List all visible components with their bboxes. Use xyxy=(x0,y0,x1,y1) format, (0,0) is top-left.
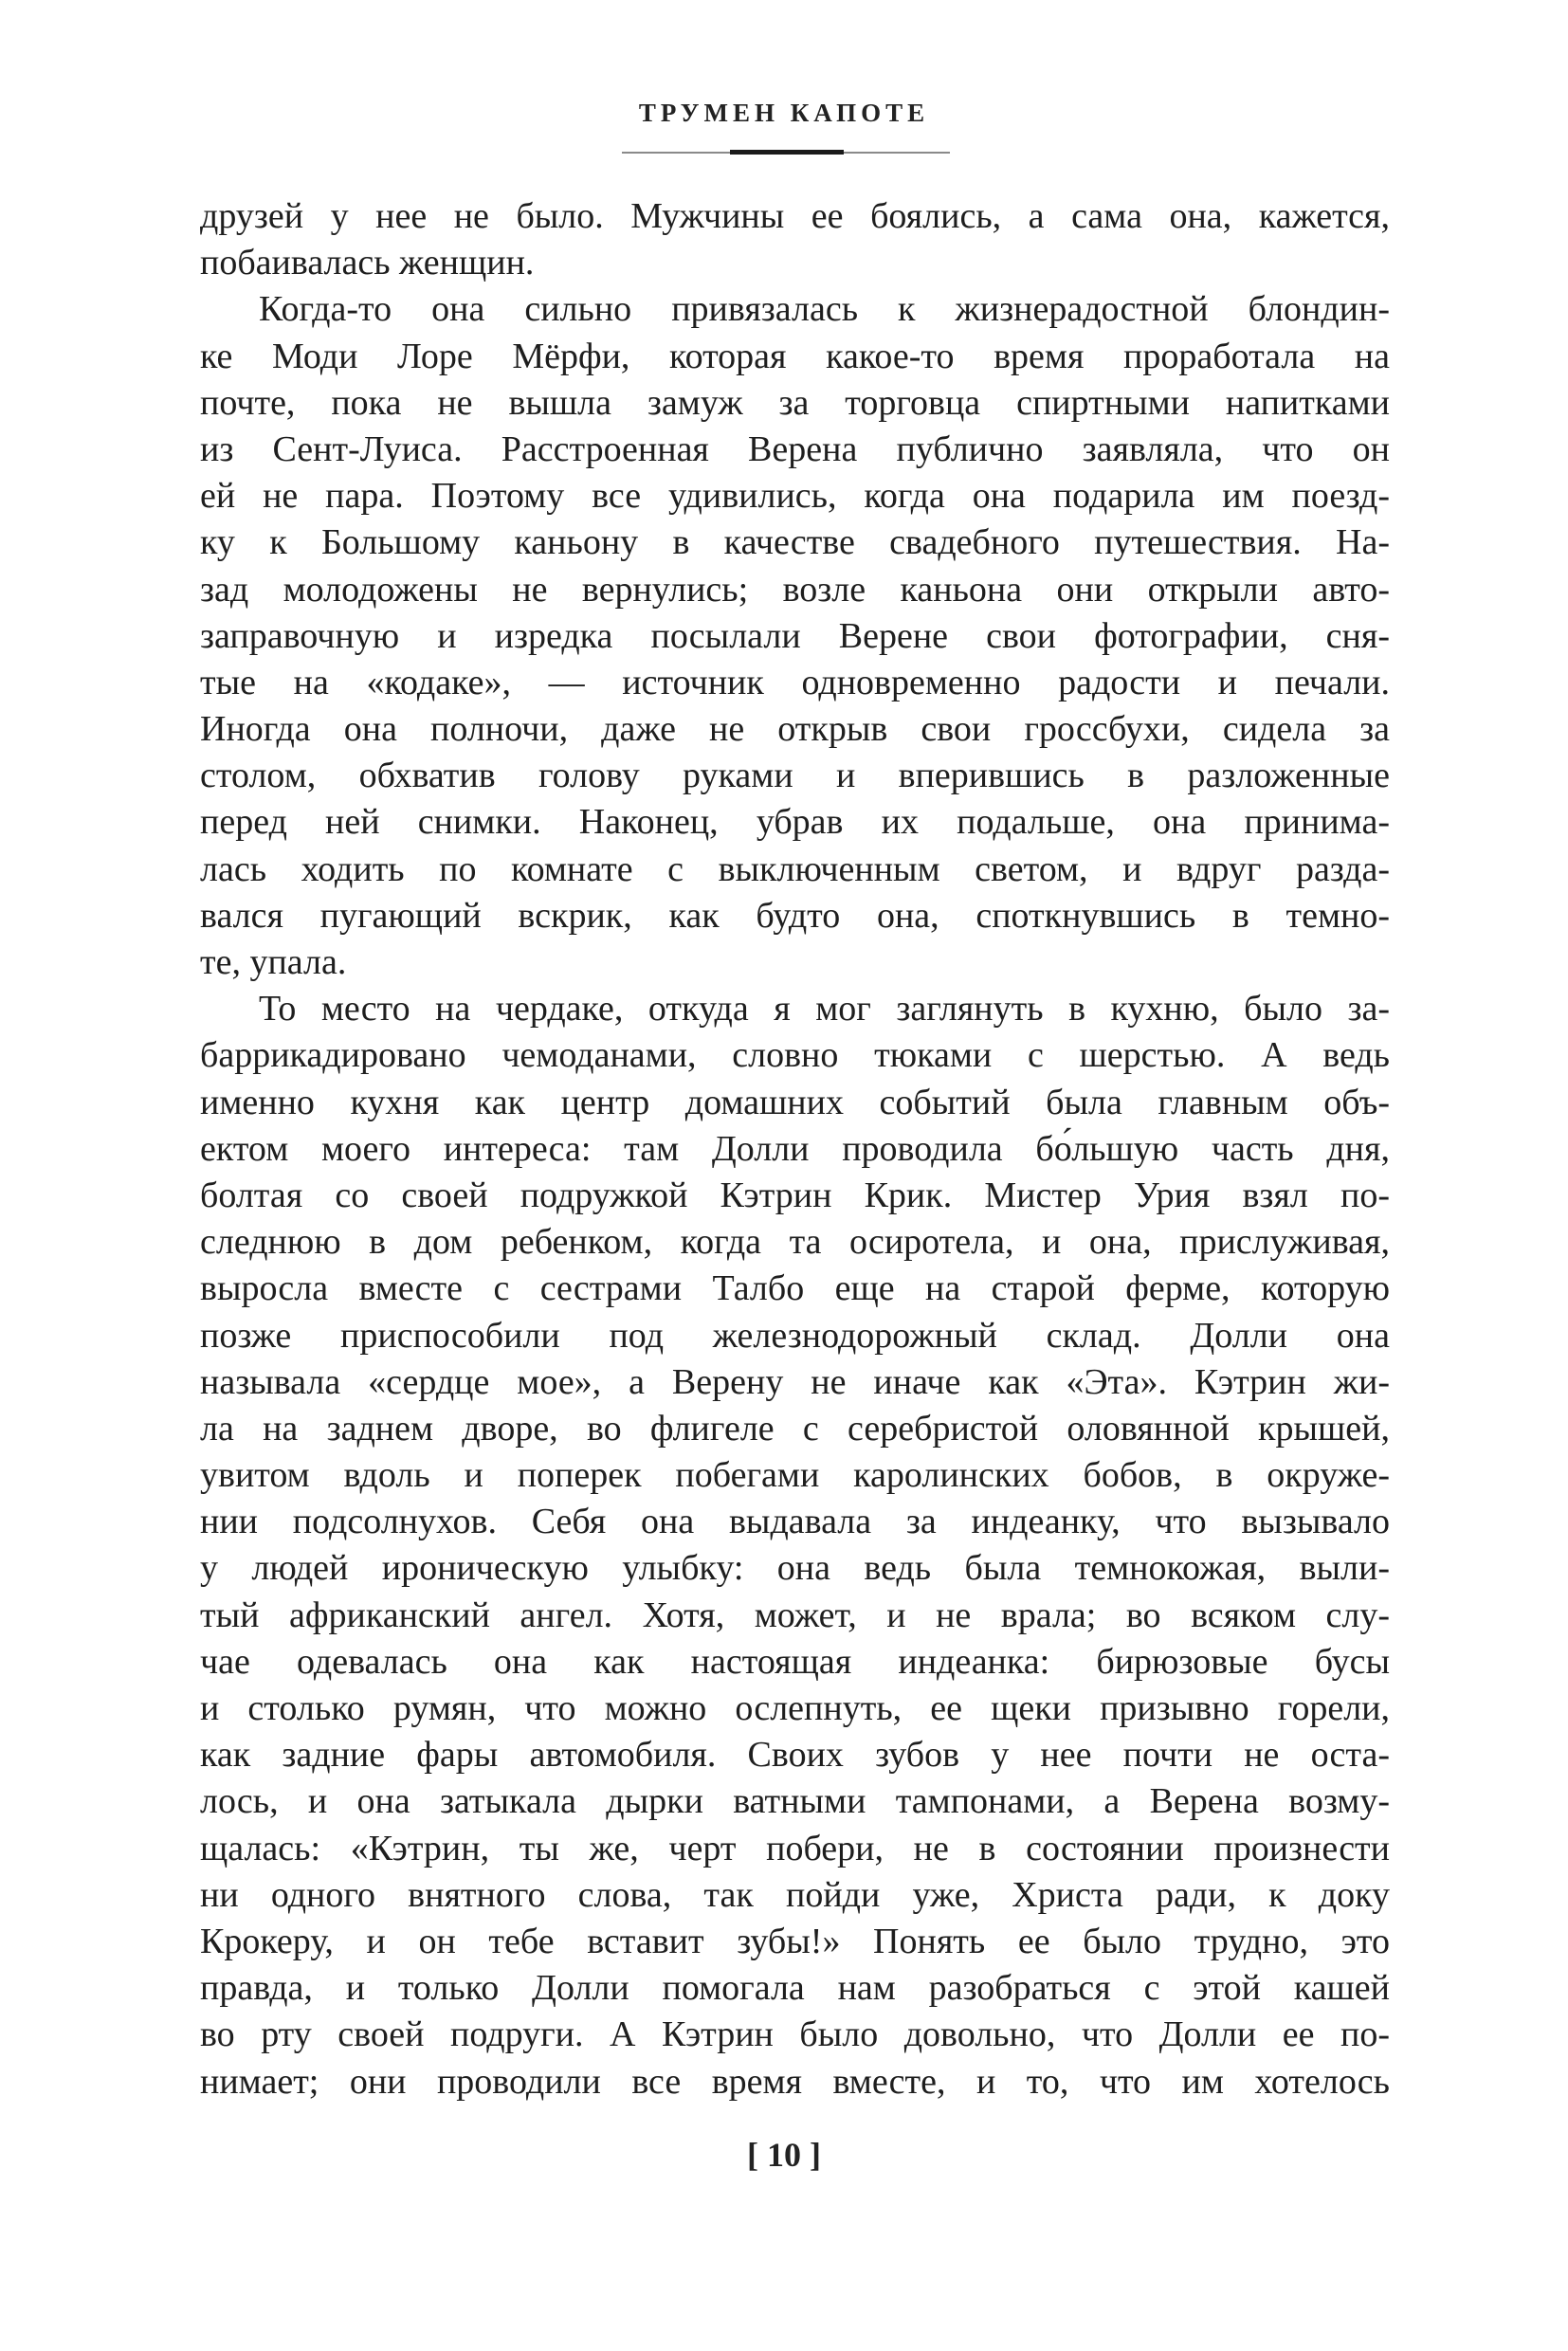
text-line: во рту своей подруги. А Кэтрин было довольно, что Долли ее по- xyxy=(200,2014,1390,2055)
text-line: называла «сердце мое», а Верену не иначе как «Эта». Кэтрин жи- xyxy=(200,1361,1390,1402)
text-line: правда, и только Долли помогала нам разобраться с этой кашей xyxy=(200,1968,1390,2009)
text-line: ке Моди Лоре Мёрфи, которая какое-то время проработала на xyxy=(200,336,1390,376)
text-line: побаивалась женщин. xyxy=(200,243,535,283)
text-line: тый африканский ангел. Хотя, может, и не врала; во всяком слу- xyxy=(200,1595,1390,1635)
body-text xyxy=(200,193,1390,2105)
text-line: из Сент-Луиса. Расстроенная Верена публично заявляла, что он xyxy=(200,428,1390,469)
text-line: и столько румян, что можно ослепнуть, ее щеки призывно горели, xyxy=(200,1688,1390,1728)
text-line: ку к Большому каньону в качестве свадебного путешествия. На- xyxy=(200,522,1390,563)
text-line: ектом моего интереса: там Долли проводила бо́льшую часть дня, xyxy=(200,1128,1390,1169)
text-line: у людей ироническую улыбку: она ведь была темнокожая, выли- xyxy=(200,1548,1390,1589)
text-line: позже приспособили под железнодорожный склад. Долли она xyxy=(200,1315,1390,1356)
text-line: вался пугающий вскрик, как будто она, споткнувшись в темно- xyxy=(200,895,1390,936)
text-line: почте, пока не вышла замуж за торговца спиртными напитками xyxy=(200,382,1390,423)
text-line: баррикадировано чемоданами, словно тюками с шерстью. А ведь xyxy=(200,1035,1390,1076)
text-line: именно кухня как центр домашних событий была главным объ- xyxy=(200,1082,1390,1122)
text-line: как задние фары автомобиля. Своих зубов у нее почти не оста- xyxy=(200,1735,1390,1776)
text-line: щалась: «Кэтрин, ты же, черт побери, не в состоянии произнести xyxy=(200,1828,1390,1868)
text-line: ла на заднем дворе, во флигеле с серебристой оловянной крышей, xyxy=(200,1408,1390,1449)
text-line: зад молодожены не вернулись; возле каньона они открыли авто- xyxy=(200,569,1390,610)
text-line: тые на «кодаке», — источник одновременно радости и печали. xyxy=(200,662,1390,702)
text-line: То место на чердаке, откуда я мог заглянуть в кухню, было за- xyxy=(259,989,1390,1030)
text-line: друзей у нее не было. Мужчины ее боялись, а сама она, кажется, xyxy=(200,196,1390,236)
header-rule-accent xyxy=(730,150,844,155)
text-line: лась ходить по комнате с выключенным светом, и вдруг разда- xyxy=(200,848,1390,889)
text-line: те, упала. xyxy=(200,942,347,982)
text-line: перед ней снимки. Наконец, убрав их подальше, она принима- xyxy=(200,802,1390,843)
text-line: Крокеру, и он тебе вставит зубы!» Понять ее было трудно, это xyxy=(200,1921,1390,1961)
text-line: Иногда она полночи, даже не открыв свои гроссбухи, сидела за xyxy=(200,709,1390,750)
text-line: столом, обхватив голову руками и вперившись в разложенные xyxy=(200,756,1390,796)
page-number: [ 10 ] xyxy=(747,2136,821,2174)
running-head: ТРУМЕН КАПОТЕ xyxy=(638,99,930,127)
text-line: нии подсолнухов. Себя она выдавала за индеанку, что вызывало xyxy=(200,1502,1390,1542)
text-line: ей не пара. Поэтому все удивились, когда она подарила им поезд- xyxy=(200,476,1390,517)
text-line: нимает; они проводили все время вместе, и то, что им хотелось xyxy=(200,2061,1390,2102)
text-line: выросла вместе с сестрами Талбо еще на старой ферме, которую xyxy=(200,1268,1390,1309)
text-line: заправочную и изредка посылали Верене свои фотографии, сня- xyxy=(200,615,1390,656)
text-line: лось, и она затыкала дырки ватными тампонами, а Верена возму- xyxy=(200,1781,1390,1822)
text-line: болтая со своей подружкой Кэтрин Крик. Мистер Урия взял по- xyxy=(200,1175,1390,1215)
text-line: увитом вдоль и поперек побегами каролинских бобов, в окруже- xyxy=(200,1455,1390,1496)
text-line: следнюю в дом ребенком, когда та осиротела, и она, прислуживая, xyxy=(200,1222,1390,1263)
text-line: Когда-то она сильно привязалась к жизнерадостной блондин- xyxy=(259,289,1390,330)
text-line: ни одного внятного слова, так пойди уже, Христа ради, к доку xyxy=(200,1874,1390,1915)
text-line: чае одевалась она как настоящая индеанка: бирюзовые бусы xyxy=(200,1641,1390,1682)
